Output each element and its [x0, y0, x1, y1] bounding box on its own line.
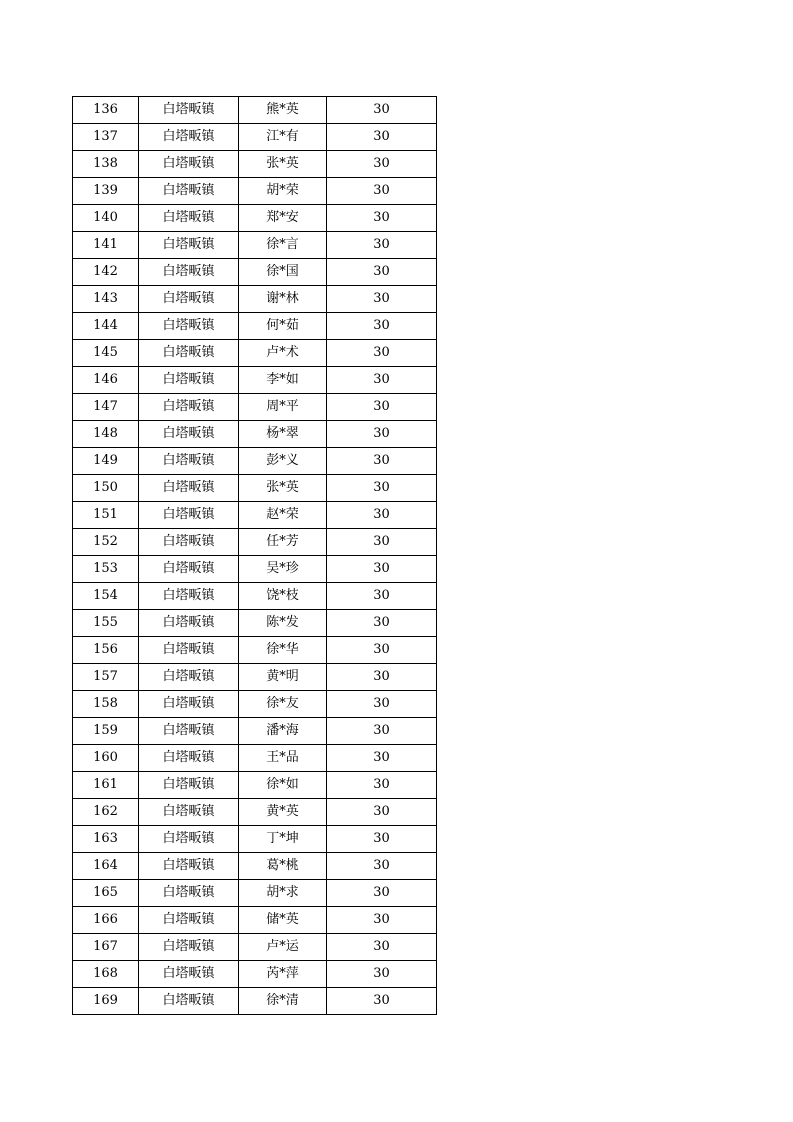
- row-number-cell: 167: [73, 934, 139, 961]
- town-cell: 白塔畈镇: [139, 421, 239, 448]
- name-cell: 丁*坤: [239, 826, 327, 853]
- table-row: [73, 367, 437, 394]
- row-number-cell: 169: [73, 988, 139, 1015]
- row-number-cell: 153: [73, 556, 139, 583]
- table-row: [73, 340, 437, 367]
- row-number-cell: 139: [73, 178, 139, 205]
- row-number-cell: 144: [73, 313, 139, 340]
- table-row: [73, 124, 437, 151]
- amount-cell: 30: [327, 934, 437, 961]
- table-row: [73, 178, 437, 205]
- row-number-cell: 138: [73, 151, 139, 178]
- amount-cell: 30: [327, 745, 437, 772]
- row-number-cell: 166: [73, 907, 139, 934]
- row-number-cell: 147: [73, 394, 139, 421]
- amount-cell: 30: [327, 286, 437, 313]
- name-cell: 潘*海: [239, 718, 327, 745]
- table-row: [73, 583, 437, 610]
- town-cell: 白塔畈镇: [139, 367, 239, 394]
- row-number-cell: 157: [73, 664, 139, 691]
- amount-cell: 30: [327, 313, 437, 340]
- table-row: [73, 286, 437, 313]
- table-row: [73, 934, 437, 961]
- table-row: [73, 853, 437, 880]
- row-number-cell: 137: [73, 124, 139, 151]
- table-row: [73, 475, 437, 502]
- town-cell: 白塔畈镇: [139, 205, 239, 232]
- amount-cell: 30: [327, 205, 437, 232]
- town-cell: 白塔畈镇: [139, 664, 239, 691]
- town-cell: 白塔畈镇: [139, 637, 239, 664]
- name-cell: 黄*英: [239, 799, 327, 826]
- name-cell: 胡*荣: [239, 178, 327, 205]
- table-body: [73, 97, 437, 1015]
- table-row: [73, 772, 437, 799]
- name-cell: 饶*枝: [239, 583, 327, 610]
- town-cell: 白塔畈镇: [139, 745, 239, 772]
- table-row: [73, 448, 437, 475]
- town-cell: 白塔畈镇: [139, 772, 239, 799]
- row-number-cell: 168: [73, 961, 139, 988]
- town-cell: 白塔畈镇: [139, 151, 239, 178]
- row-number-cell: 136: [73, 97, 139, 124]
- name-cell: 卢*运: [239, 934, 327, 961]
- row-number-cell: 156: [73, 637, 139, 664]
- town-cell: 白塔畈镇: [139, 988, 239, 1015]
- name-cell: 芮*萍: [239, 961, 327, 988]
- table-row: [73, 691, 437, 718]
- table-row: [73, 799, 437, 826]
- row-number-cell: 159: [73, 718, 139, 745]
- town-cell: 白塔畈镇: [139, 286, 239, 313]
- name-cell: 任*芳: [239, 529, 327, 556]
- name-cell: 卢*术: [239, 340, 327, 367]
- town-cell: 白塔畈镇: [139, 718, 239, 745]
- row-number-cell: 149: [73, 448, 139, 475]
- name-cell: 张*英: [239, 151, 327, 178]
- amount-cell: 30: [327, 637, 437, 664]
- name-cell: 陈*发: [239, 610, 327, 637]
- town-cell: 白塔畈镇: [139, 259, 239, 286]
- table-row: [73, 637, 437, 664]
- town-cell: 白塔畈镇: [139, 583, 239, 610]
- amount-cell: 30: [327, 664, 437, 691]
- name-cell: 彭*义: [239, 448, 327, 475]
- amount-cell: 30: [327, 97, 437, 124]
- town-cell: 白塔畈镇: [139, 232, 239, 259]
- town-cell: 白塔畈镇: [139, 799, 239, 826]
- table-row: [73, 232, 437, 259]
- name-cell: 徐*国: [239, 259, 327, 286]
- town-cell: 白塔畈镇: [139, 529, 239, 556]
- table-row: [73, 826, 437, 853]
- name-cell: 李*如: [239, 367, 327, 394]
- amount-cell: 30: [327, 421, 437, 448]
- town-cell: 白塔畈镇: [139, 556, 239, 583]
- name-cell: 储*英: [239, 907, 327, 934]
- table-row: [73, 745, 437, 772]
- table-row: [73, 205, 437, 232]
- name-cell: 何*茹: [239, 313, 327, 340]
- row-number-cell: 155: [73, 610, 139, 637]
- name-cell: 郑*安: [239, 205, 327, 232]
- town-cell: 白塔畈镇: [139, 907, 239, 934]
- name-cell: 徐*言: [239, 232, 327, 259]
- name-cell: 周*平: [239, 394, 327, 421]
- name-cell: 江*有: [239, 124, 327, 151]
- row-number-cell: 158: [73, 691, 139, 718]
- amount-cell: 30: [327, 988, 437, 1015]
- name-cell: 赵*荣: [239, 502, 327, 529]
- amount-cell: 30: [327, 880, 437, 907]
- town-cell: 白塔畈镇: [139, 97, 239, 124]
- amount-cell: 30: [327, 151, 437, 178]
- row-number-cell: 140: [73, 205, 139, 232]
- amount-cell: 30: [327, 178, 437, 205]
- amount-cell: 30: [327, 826, 437, 853]
- row-number-cell: 154: [73, 583, 139, 610]
- amount-cell: 30: [327, 610, 437, 637]
- name-cell: 胡*求: [239, 880, 327, 907]
- row-number-cell: 163: [73, 826, 139, 853]
- amount-cell: 30: [327, 502, 437, 529]
- town-cell: 白塔畈镇: [139, 961, 239, 988]
- amount-cell: 30: [327, 340, 437, 367]
- amount-cell: 30: [327, 394, 437, 421]
- table-row: [73, 880, 437, 907]
- table-row: [73, 961, 437, 988]
- amount-cell: 30: [327, 448, 437, 475]
- name-cell: 谢*林: [239, 286, 327, 313]
- row-number-cell: 152: [73, 529, 139, 556]
- amount-cell: 30: [327, 232, 437, 259]
- town-cell: 白塔畈镇: [139, 853, 239, 880]
- name-cell: 黄*明: [239, 664, 327, 691]
- row-number-cell: 150: [73, 475, 139, 502]
- row-number-cell: 160: [73, 745, 139, 772]
- table-row: [73, 718, 437, 745]
- town-cell: 白塔畈镇: [139, 610, 239, 637]
- row-number-cell: 161: [73, 772, 139, 799]
- table-row: [73, 610, 437, 637]
- town-cell: 白塔畈镇: [139, 448, 239, 475]
- town-cell: 白塔畈镇: [139, 340, 239, 367]
- amount-cell: 30: [327, 475, 437, 502]
- town-cell: 白塔畈镇: [139, 502, 239, 529]
- row-number-cell: 143: [73, 286, 139, 313]
- table-row: [73, 151, 437, 178]
- row-number-cell: 148: [73, 421, 139, 448]
- table-row: [73, 394, 437, 421]
- table-row: [73, 529, 437, 556]
- amount-cell: 30: [327, 718, 437, 745]
- town-cell: 白塔畈镇: [139, 394, 239, 421]
- row-number-cell: 164: [73, 853, 139, 880]
- name-cell: 王*品: [239, 745, 327, 772]
- town-cell: 白塔畈镇: [139, 475, 239, 502]
- row-number-cell: 151: [73, 502, 139, 529]
- row-number-cell: 141: [73, 232, 139, 259]
- name-cell: 杨*翠: [239, 421, 327, 448]
- table-row: [73, 556, 437, 583]
- table-row: [73, 313, 437, 340]
- table-row: [73, 97, 437, 124]
- amount-cell: 30: [327, 961, 437, 988]
- name-cell: 徐*华: [239, 637, 327, 664]
- row-number-cell: 145: [73, 340, 139, 367]
- amount-cell: 30: [327, 772, 437, 799]
- name-cell: 徐*友: [239, 691, 327, 718]
- amount-cell: 30: [327, 853, 437, 880]
- town-cell: 白塔畈镇: [139, 124, 239, 151]
- town-cell: 白塔畈镇: [139, 826, 239, 853]
- data-table: [72, 96, 437, 1015]
- row-number-cell: 162: [73, 799, 139, 826]
- amount-cell: 30: [327, 691, 437, 718]
- amount-cell: 30: [327, 124, 437, 151]
- name-cell: 吴*珍: [239, 556, 327, 583]
- table-row: [73, 421, 437, 448]
- name-cell: 熊*英: [239, 97, 327, 124]
- table-row: [73, 664, 437, 691]
- amount-cell: 30: [327, 367, 437, 394]
- amount-cell: 30: [327, 799, 437, 826]
- table-row: [73, 988, 437, 1015]
- amount-cell: 30: [327, 907, 437, 934]
- amount-cell: 30: [327, 556, 437, 583]
- town-cell: 白塔畈镇: [139, 691, 239, 718]
- table-row: [73, 259, 437, 286]
- amount-cell: 30: [327, 529, 437, 556]
- table-row: [73, 907, 437, 934]
- row-number-cell: 142: [73, 259, 139, 286]
- name-cell: 张*英: [239, 475, 327, 502]
- name-cell: 葛*桃: [239, 853, 327, 880]
- row-number-cell: 146: [73, 367, 139, 394]
- row-number-cell: 165: [73, 880, 139, 907]
- amount-cell: 30: [327, 259, 437, 286]
- name-cell: 徐*清: [239, 988, 327, 1015]
- town-cell: 白塔畈镇: [139, 880, 239, 907]
- town-cell: 白塔畈镇: [139, 934, 239, 961]
- name-cell: 徐*如: [239, 772, 327, 799]
- town-cell: 白塔畈镇: [139, 313, 239, 340]
- town-cell: 白塔畈镇: [139, 178, 239, 205]
- table-row: [73, 502, 437, 529]
- amount-cell: 30: [327, 583, 437, 610]
